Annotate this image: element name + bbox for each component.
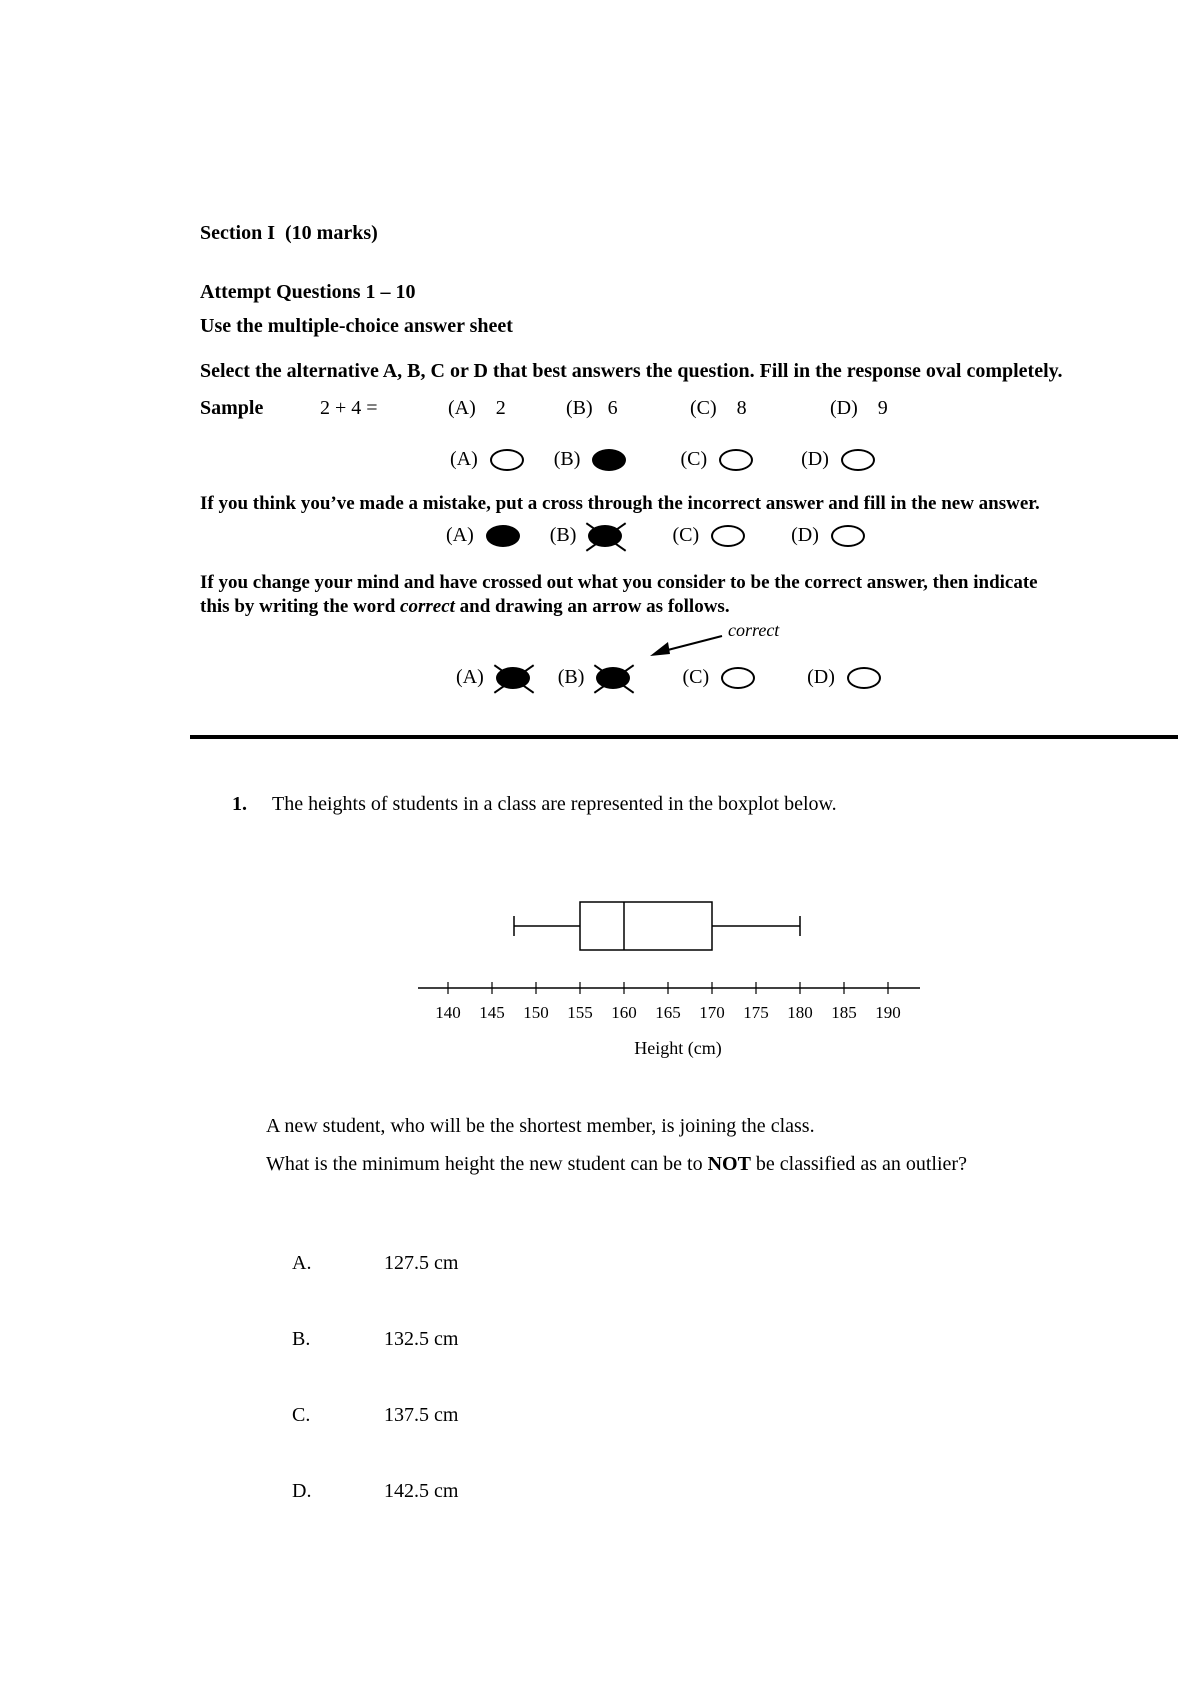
x-tick-label: 165 [655,1003,681,1022]
crossed-oval-icon [496,667,530,689]
x-tick-label: 140 [435,1003,461,1022]
empty-oval-icon [841,449,875,471]
sample-choice-d: (D) 9 [830,397,888,419]
mistake-oval-d[interactable]: (D) [791,524,865,547]
filled-oval-icon [486,525,520,547]
x-tick-label: 180 [787,1003,813,1022]
x-tick-label: 155 [567,1003,593,1022]
empty-oval-icon [831,525,865,547]
option-letter: C. [292,1404,311,1426]
crossed-oval-icon [588,525,622,547]
x-tick-label: 190 [875,1003,901,1022]
sample-oval-d[interactable]: (D) [801,448,875,471]
arrow-head-icon [650,642,670,656]
mistake-oval-row [446,524,865,547]
correct-arrow-annotation [640,620,800,662]
empty-oval-icon [719,449,753,471]
correct-oval-c[interactable]: (C) [682,666,755,689]
empty-oval-icon [711,525,745,547]
question-number: 1. [232,793,247,815]
x-tick-label: 175 [743,1003,769,1022]
sample-label: Sample [200,397,264,419]
correct-label: correct [728,620,780,640]
section-title: Section I (10 marks) [200,222,378,244]
option-value: 142.5 cm [384,1480,459,1502]
section-divider [190,735,1178,739]
empty-oval-icon [721,667,755,689]
attempt-instruction: Attempt Questions 1 – 10 [200,281,416,303]
option-letter: B. [292,1328,311,1350]
empty-oval-icon [847,667,881,689]
sample-oval-b[interactable]: (B) [554,448,627,471]
option-value: 127.5 cm [384,1252,459,1274]
correct-oval-row [456,666,881,689]
x-tick-label: 145 [479,1003,505,1022]
select-instruction: Select the alternative A, B, C or D that best answers the question. Fill in the response oval completely. [200,360,1063,382]
change-instruction-line2: this by writing the word correct and drawing an arrow as follows. [200,596,730,617]
correct-oval-d[interactable]: (D) [807,666,881,689]
mistake-oval-b[interactable]: (B) [550,524,623,547]
mistake-instruction: If you think you’ve made a mistake, put a cross through the incorrect answer and fill in the new answer. [200,493,1040,514]
x-tick-label: 160 [611,1003,637,1022]
mistake-oval-c[interactable]: (C) [672,524,745,547]
x-tick-label: 185 [831,1003,857,1022]
answer-sheet-instruction: Use the multiple-choice answer sheet [200,315,513,337]
change-instruction-line1: If you change your mind and have crossed out what you consider to be the correct answer, then indicate [200,572,1038,593]
sample-expression: 2 + 4 = [320,397,378,419]
option-letter: A. [292,1252,312,1274]
question-line1: A new student, who will be the shortest member, is joining the class. [266,1115,815,1137]
question-stem: The heights of students in a class are represented in the boxplot below. [272,793,837,815]
x-axis-label: Height (cm) [634,1038,722,1058]
option-value: 137.5 cm [384,1404,459,1426]
boxplot-chart [400,880,960,1060]
sample-oval-c[interactable]: (C) [680,448,753,471]
arrow-line [660,636,722,652]
sample-choice-c: (C) 8 [690,397,747,419]
question-line2: What is the minimum height the new student can be to NOT be classified as an outlier? [266,1153,967,1175]
crossed-oval-icon [596,667,630,689]
mistake-oval-a[interactable]: (A) [446,524,520,547]
iqr-box [580,902,712,950]
option-value: 132.5 cm [384,1328,459,1350]
correct-oval-b[interactable]: (B) [558,666,631,689]
x-tick-label: 150 [523,1003,549,1022]
option-letter: D. [292,1480,312,1502]
sample-choice-b: (B) 6 [566,397,618,419]
x-tick-label: 170 [699,1003,725,1022]
filled-oval-icon [592,449,626,471]
correct-oval-a[interactable]: (A) [456,666,530,689]
sample-oval-a[interactable]: (A) [450,448,524,471]
sample-oval-row [450,448,875,471]
empty-oval-icon [490,449,524,471]
sample-choice-a: (A) 2 [448,397,506,419]
